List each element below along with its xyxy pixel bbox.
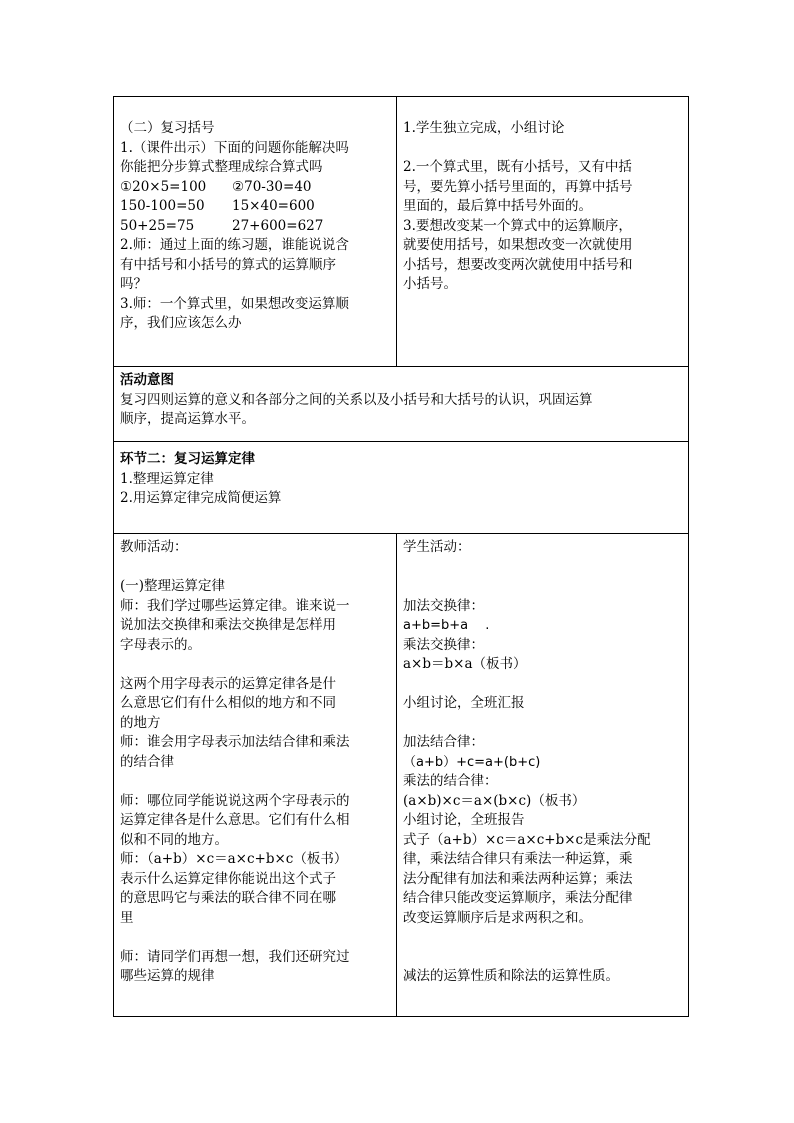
- student-line: 结合律只能改变运算顺序，乘法分配律: [403, 890, 633, 906]
- spacer: [120, 772, 390, 792]
- section-item: 2.用运算定律完成简便运算: [120, 490, 282, 506]
- answer-line: 号，要先算小括号里面的，再算中括号: [403, 178, 633, 195]
- student-line: 乘法交换律：: [403, 636, 484, 653]
- lesson-plan-table: [113, 96, 689, 1017]
- student-line: 小组讨论，全班汇报: [403, 695, 525, 711]
- student-cell-laws: [397, 534, 689, 1017]
- equation: ②70-30=40: [232, 178, 312, 195]
- question-line: 有中括号和小括号的算式的运算顺序: [120, 256, 336, 273]
- answer-line: 1.学生独立完成，小组讨论: [403, 120, 565, 136]
- answer-line: 小括号。: [403, 276, 457, 292]
- spacer: [403, 139, 682, 159]
- spacer: [403, 948, 682, 968]
- answer-line: 小括号，想要改变两次就使用中括号和: [403, 256, 633, 273]
- formula: a×b＝b×a（板书）: [403, 656, 527, 672]
- question-line: 1.（课件出示）下面的问题你能解决吗: [120, 139, 349, 156]
- spacer: [403, 928, 682, 948]
- teacher-line: 的地方: [120, 714, 161, 731]
- teacher-line: 表示什么运算定律你能说出这个式子: [120, 870, 336, 887]
- teacher-line: 字母表示的。: [120, 636, 201, 653]
- question-line: 2.师：通过上面的练习题，谁能说说含: [120, 237, 349, 253]
- teacher-line: 师：我们学过哪些运算定律。谁来说一: [120, 597, 350, 614]
- table-row-section-two: [114, 442, 689, 534]
- teacher-line: 说加法交换律和乘法交换律是怎样用: [120, 617, 336, 633]
- student-cell-brackets: [397, 97, 689, 367]
- student-line: 改变运算顺序后是求两积之和。: [403, 909, 592, 926]
- section-two-cell: [114, 442, 689, 534]
- student-line: 小组讨论，全班报告: [403, 812, 525, 828]
- student-line: 式子（a+b）×c＝a×c+b×c是乘法分配: [403, 831, 651, 848]
- equation: 50+25=75: [120, 217, 195, 234]
- student-line: 加法结合律：: [403, 734, 484, 750]
- teacher-line: 师：谁会用字母表示加法结合律和乘法: [120, 734, 350, 750]
- student-line: 加法交换律：: [403, 597, 484, 614]
- equation: 150-100=50: [120, 198, 205, 214]
- equation-row: [120, 197, 390, 217]
- question-line: 你能把分步算式整理成综合算式吗: [120, 159, 323, 175]
- teacher-line: 这两个用字母表示的运算定律各是什: [120, 675, 336, 692]
- student-line: 律，乘法结合律只有乘法一种运算，乘: [403, 851, 633, 867]
- lesson-plan-page: [113, 96, 689, 1017]
- answer-line: 就要使用括号，如果想改变一次就使用: [403, 237, 633, 253]
- table-row-review-brackets: [114, 97, 689, 367]
- formula: (a×b)×c＝a×(b×c)（板书）: [403, 792, 586, 809]
- teacher-line: 运算定律各是什么意思。它们有什么相: [120, 812, 350, 828]
- spacer: [120, 928, 390, 948]
- activity-intent-title: 活动意图: [120, 372, 174, 388]
- equation: 27+600=627: [232, 217, 324, 234]
- subsection-title: (一)整理运算定律: [120, 578, 226, 594]
- teacher-heading: 教师活动：: [120, 539, 188, 555]
- teacher-line: 似和不同的地方。: [120, 831, 228, 848]
- intent-text: 顺序，提高运算水平。: [120, 411, 255, 427]
- teacher-line: 么意思它们有什么相似的地方和不同: [120, 695, 336, 711]
- equation-row: [120, 178, 390, 198]
- teacher-line: 的结合律: [120, 753, 174, 770]
- question-line: 吗？: [120, 276, 147, 292]
- section-item: 1.整理运算定律: [120, 470, 214, 487]
- question-line: 序，我们应该怎么办: [120, 315, 242, 331]
- spacer: [403, 577, 682, 597]
- section-two-title: 环节二：复习运算定律: [120, 451, 255, 467]
- student-line: 减法的运算性质和除法的运算性质。: [403, 968, 619, 984]
- table-row-laws: [114, 534, 689, 1017]
- student-line: 法分配律有加法和乘法两种运算；乘法: [403, 870, 633, 887]
- answer-line: 2.一个算式里，既有小括号，又有中括: [403, 159, 632, 175]
- section-title: （二）复习括号: [120, 120, 215, 136]
- teacher-line: 哪些运算的规律: [120, 968, 215, 984]
- spacer: [120, 558, 390, 578]
- answer-line: 里面的，最后算中括号外面的。: [403, 198, 592, 214]
- intent-text: 复习四则运算的意义和各部分之间的关系以及小括号和大括号的认识，巩固运算: [120, 391, 593, 408]
- teacher-line: 里: [120, 909, 134, 926]
- table-row-activity-intent: [114, 367, 689, 442]
- spacer: [403, 714, 682, 734]
- teacher-line: 的意思吗它与乘法的联合律不同在哪: [120, 890, 336, 906]
- equation-row: [120, 217, 390, 237]
- equation: 15×40=600: [232, 198, 315, 214]
- answer-line: 3.要想改变某一个算式中的运算顺序，: [403, 217, 632, 234]
- formula: （a+b）+c=a+(b+c): [403, 754, 541, 770]
- student-line: 乘法的结合律：: [403, 773, 498, 789]
- student-heading: 学生活动：: [403, 539, 471, 555]
- spacer: [120, 655, 390, 675]
- equation: ①20×5=100: [120, 178, 207, 195]
- spacer: [403, 558, 682, 578]
- activity-intent-cell: [114, 367, 689, 442]
- teacher-line: 师：请同学们再想一想，我们还研究过: [120, 948, 350, 965]
- teacher-cell-brackets: [114, 97, 397, 367]
- spacer: [403, 675, 682, 695]
- question-line: 3.师：一个算式里，如果想改变运算顺: [120, 295, 349, 312]
- teacher-cell-laws: [114, 534, 397, 1017]
- teacher-line: 师：哪位同学能说说这两个字母表示的: [120, 792, 350, 809]
- teacher-line: 师：（a+b）×c＝a×c+b×c（板书）: [120, 851, 348, 867]
- formula: a+b=b+a .: [403, 618, 490, 633]
